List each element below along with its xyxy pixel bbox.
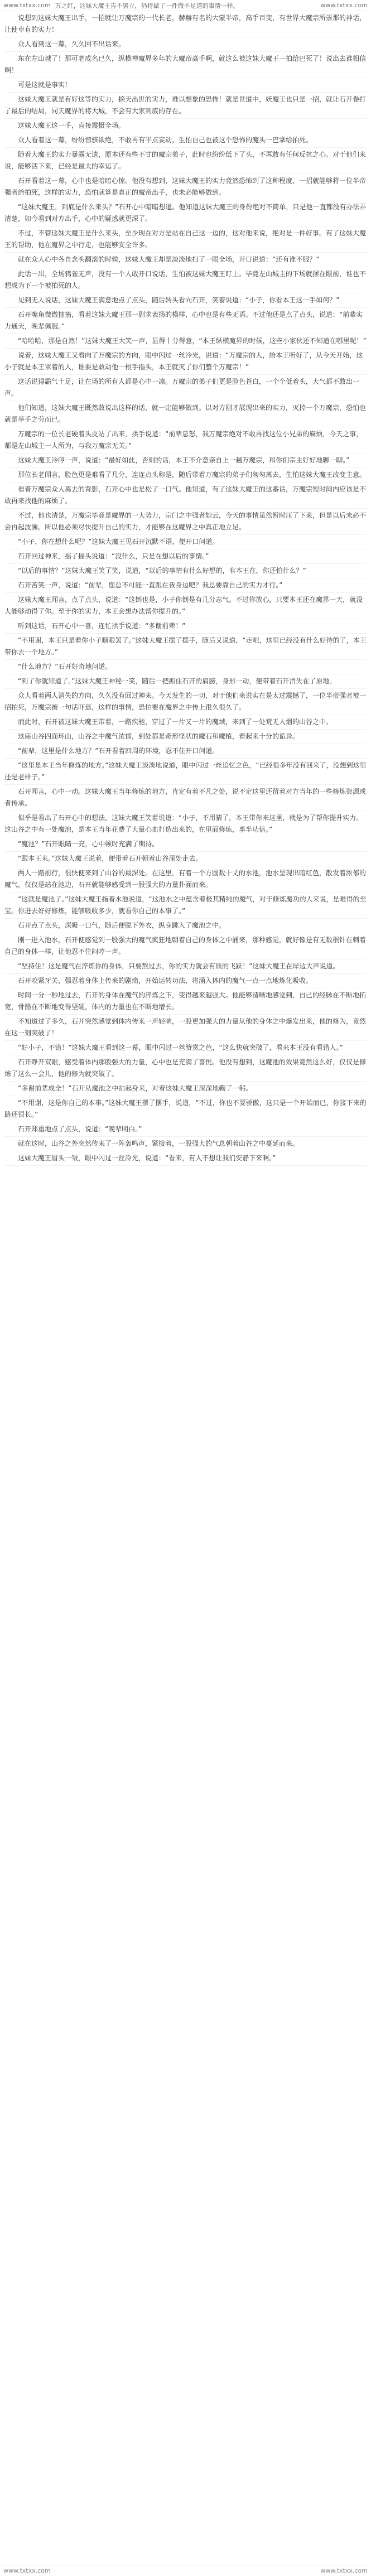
paragraph: 刚一进入池水，石开便感觉到一股强大的魔气疯狂地朝着自己的身体之中涌来，那种感觉，就好像是有无数根针在刺着自己的身体一样，让他忍不住闷哼一声。 [4,933,367,959]
paragraph: “这妹大魔王，到底是什么来头？”石开心中暗暗想道。他知道这妹大魔王的身份绝对不简单，只是他一直都没有办法弄清楚，如今看到对方出手，心中的疑惑就更深了。 [4,200,367,226]
paragraph: 石开咬紧牙关，强忍着身体上传来的剧痛，开始运转功法，将涌入体内的魔气一点一点地炼化吸收。 [4,974,367,988]
paragraph: 石开睁开双眼，感受着体内那股强大的力量，心中也是充满了喜悦。他没有想到，这魔池的效果竟然这么好，仅仅是修炼了这么一会儿，他的修为就突破了。 [4,1055,367,1082]
paragraph: 众人看着这一幕，纷纷惊骇欲绝，不敢再有半点妄动，生怕自己也被这个恐怖的魔头一巴掌给拍死。 [4,133,367,148]
paragraph: 就在众人心中各自念头翻滚的时候，这妹大魔王却是淡淡地扫了一眼全场，开口说道：“还有谁不服？” [4,253,367,267]
paragraph: “前辈，这里是什么地方？”石开看着四周的环境，忍不住开口问道。 [4,744,367,759]
paragraph: 此话一出，全场鸦雀无声，没有一个人敢开口说话，生怕被这妹大魔王盯上。毕竟左山城主的下场就摆在眼前，谁也不想成为下一个被拍死的人。 [4,267,367,293]
paragraph: 见到无人说话，这妹大魔王满意地点了点头，随后转头看向石开，笑着说道：“小子，你看本王这一手如何？” [4,293,367,308]
paragraph: 两人一路前行，很快便来到了山谷的最深处。在这里，有着一个方圆数十丈的水池，池水呈现出暗红色，散发着浓郁的魔气，仅仅是站在池边，石开就能够感受到一股强大的力量扑面而来。 [4,866,367,893]
paragraph: 万魔宗的一位长老硬着头皮站了出来，拱手说道：“前辈息怒，我万魔宗绝对不敢再找这位小兄弟的麻烦，今天之事，都是左山城主一人所为，与我万魔宗无关。” [4,427,367,454]
paragraph: “不用谢，这是你自己的本事。”这妹大魔王摆了摆手，说道，“不过，你也不要骄傲，这只是一个开始而已，你接下来的路还很长。” [4,1096,367,1122]
paragraph: 石开回过神来，摇了摇头说道：“没什么，只是在想以后的事情。” [4,549,367,564]
paragraph: “什么地方？”石开好奇地问道。 [4,660,367,674]
paragraph: 这妹大魔王这一手，直接震慑全场。 [4,119,367,133]
footer-site-left[interactable]: www.txtxx.com [3,2567,51,2574]
paragraph: 这妹大魔王闻言，点了点头，说道：“这倒也是，小子你倒是有几分志气。不过你放心，只要本王还在魔界一天，就没人能够动得了你。至于你的实力，本王会想办法帮你提升的。” [4,593,367,619]
paragraph: 听到这话，石开心中一喜，连忙拱手说道：“多谢前辈！” [4,619,367,634]
paragraph: “坚持住！这是魔气在淬炼你的身体，只要熬过去，你的实力就会有质的飞跃！”这妹大魔王在岸边大声说道。 [4,959,367,974]
site-url-left[interactable]: www.txtxx.com [3,2,51,9]
paragraph: “小子，你在想什么呢？”这妹大魔王见石开沉默不语，便开口问道。 [4,535,367,549]
paragraph: 众人看着两人消失的方向，久久没有回过神来。今天发生的一切，对于他们来说实在是太过震撼了，一位半帝强者被一招拍死，万魔宗被一句话吓退，这样的事情，恐怕要在魔界之中传上很久很久了。 [4,689,367,715]
site-url-right[interactable]: www.txtxx.com [320,2,368,9]
paragraph: “哈哈哈，那是自然！”这妹大魔王大笑一声，显得十分得意，“本王纵横魔界的时候，这些小家伙还不知道在哪里呢！” [4,334,367,349]
paragraph: 而此时，石开被这妹大魔王带着，一路疾驰，穿过了一片又一片的魔域，来到了一处荒无人烟的山谷之中。 [4,715,367,730]
paragraph: 似乎是看出了石开心中的想法，这妹大魔王笑着说道：“小子，不用猜了，本王带你来这里，就是为了帮你提升实力。这山谷之中有一处魔池，是本王当年花费了大量心血打造出来的，在里面修炼，事半功倍。” [4,811,367,837]
paragraph: 他们知道，这妹大魔王既然敢说出这样的话，就一定能够做到。以对方刚才展现出来的实力，灭掉一个万魔宗，恐怕也就是举手之劳而已。 [4,401,367,427]
paragraph: 众人看到这一幕，久久回不出话来。 [4,37,367,52]
page-footer [0,2565,371,2576]
paragraph: 这座山谷四面环山，山谷之中魔气浓郁，到处都是奇形怪状的魔石和魔植，看起来十分的诡异。 [4,730,367,744]
paragraph: 说着，这妹大魔王又看向了万魔宗的方向，眼中闪过一丝冷光，说道：“万魔宗的人，给本王听好了，从今天开始，这小子就是本王罩着的人，谁要是敢动他一根手指头，本王就灭了你们整个万魔宗！” [4,349,367,375]
paragraph: 石开点了点头，深吸一口气，随后便脱下外衣，纵身跳入了魔池之中。 [4,919,367,933]
paragraph: 看着万魔宗众人离去的背影，石开心中也是松了一口气。他知道，有了这妹大魔王的这番话，万魔宗短时间内应该是不敢再来找他的麻烦了。 [4,483,367,509]
paragraph: 这妹大魔王就是有好这等的实力，摘天出世的实力，难以想象的恐怖！就是世道中，妖魔王也只是一招，就让石开卷打了最后的结局，同天魔界的将大城，不会有大家到底的存在。 [4,93,367,119]
paragraph: 不知道过了多久，石开突然感觉到体内传来一声轻响，一股更加强大的力量从他的身体之中爆发出来，他的修为，竟然在这一刻突破了！ [4,1015,367,1041]
paragraph: “不用谢，本王只是看你小子顺眼罢了。”这妹大魔王摆了摆手，随后又说道，“走吧，这里已经没有什么好待的了，本王带你去一个地方。” [4,634,367,660]
paragraph: 就在这时，山谷之外突然传来了一阵轰鸣声，紧接着，一股强大的气息朝着山谷之中蔓延而来。 [4,1137,367,1151]
page-header [0,0,371,11]
paragraph: 石开看着这一幕，心中也是暗暗心惊。他没有想到，这妹大魔王的实力竟然恐怖到了这种程度，一招就能够将一位半帝强者给拍死，这样的实力，恐怕就算是真正的魔帝出手，也未必能够做到。 [4,174,367,200]
footer-site-right[interactable]: www.txtxx.com [320,2567,368,2574]
paragraph: “好小子，不错！”这妹大魔王看到这一幕，眼中闪过一丝赞赏之色，“这么快就突破了，看来本王没有看错人。” [4,1041,367,1055]
paragraph: 说想到这妹大魔王出手，一招就让万魔宗的一代长老，赫赫有名的大蒙半帝，高手百变，有世界大魔宗所崇那的神话，让使卓有的实力！ [4,11,367,37]
paragraph: 随着大魔王的实力暴露无遗，原本还有些不甘的魔宗弟子，此时也纷纷低下了头，不再敢有任何反抗之心。对于他们来说，能够活下来，已经是最大的幸运了。 [4,148,367,174]
paragraph: 这妹大魔王眉头一皱，眼中闪过一丝冷光，说道：“看来，有人不想让我们安静下来啊。” [4,1151,367,1166]
paragraph: 石开郑重地点了点头，说道：“晚辈明白。” [4,1122,367,1137]
paragraph: 石开闻言，心中一动。这妹大魔王当年修炼的地方，肯定有着不凡之处，说不定这里还留着对方当年的一些修炼资源或者传承。 [4,785,367,811]
paragraph: “这里是本王当年修炼的地方。”这妹大魔王淡淡地说道，眼中闪过一丝追忆之色，“已经很多年没有回来了，没想到这里还是老样子。” [4,759,367,785]
paragraph: 石开苦笑一声，说道：“前辈，您总不可能一直跟在我身边吧？我总要靠自己的实力才行。” [4,578,367,593]
paragraph: 这妹大魔王冷哼一声，说道：“最好如此，否则的话，本王不介意亲自上一趟万魔宗，和你们宗主好好地聊一聊。” [4,454,367,468]
paragraph: “多谢前辈成全！”石开从魔池之中站起身来，对着这妹大魔王深深地鞠了一躬。 [4,1082,367,1096]
paragraph: 东在左山城了！那可老成名已久，纵横禅魔界多年的大魔帝高手啊，就这么被这妹大魔王一拍给巴死了！说出去谁相信啊！ [4,52,367,78]
paragraph: 那位长老闻言，脸色更是难看了几分，连连点头称是，随后带着万魔宗的弟子们匆匆离去，生怕这妹大魔王改变主意。 [4,468,367,483]
paragraph: 不过，不管这妹大魔王是什么来头，至少现在对方是站在自己这一边的，这对他来说，绝对是一件好事。有了这妹大魔王的帮助，他在魔界之中行走，也能够安全许多。 [4,226,367,253]
paragraph: “跟本王来。”这妹大魔王说着，便带着石开朝着山谷深处走去。 [4,852,367,866]
paragraph: “这就是魔池了。”这妹大魔王指着水池说道，“这池水之中蕴含着极其精纯的魔气，对于修炼魔功的人来说，是难得的至宝。你进去好好修炼，能够吸收多少，就看你自己的本事了。” [4,893,367,919]
paragraph: “魔池？”石开眼睛一亮，心中顿时充满了期待。 [4,837,367,852]
paragraph: “到了你就知道了。”这妹大魔王神秘一笑，随后一把抓住石开的肩膀，身形一动，便带着石开消失在了原地。 [4,674,367,689]
article-body [0,11,371,1166]
paragraph: 可是这就是事实！ [4,78,367,93]
paragraph: 这话说得霸气十足，让在场的所有人都是心中一凛。万魔宗的弟子们更是脸色苍白，一个个低着头，大气都不敢出一声。 [4,375,367,401]
paragraph: 时间一分一秒地过去，石开的身体在魔气的淬炼之下，变得越来越强大。他能够清晰地感觉到，自己的经脉在不断地拓宽，骨骼在不断地变得坚硬，体内的力量也在不断地增长。 [4,988,367,1015]
paragraph: “以后的事情？”这妹大魔王笑了笑，说道，“以后的事情有什么好想的，有本王在，你还怕什么？” [4,564,367,578]
paragraph: 石开嘴角微微抽搐，看着这妹大魔王那一副求表扬的模样，心中也是有些无语。不过他还是点了点头，说道：“前辈实力通天，晚辈佩服。” [4,308,367,334]
paragraph: 不过，他也清楚，万魔宗毕竟是魔界的一大势力，宗门之中强者如云，今天的事情虽然暂时压了下来，但是以后未必不会再起波澜。所以他必须尽快提升自己的实力，才能够在这魔界之中真正地立足。 [4,509,367,535]
chapter-title: 万之红，这妹大魔王告不罢立，仍将做了一件微不足道的事情一样。 [55,2,239,9]
